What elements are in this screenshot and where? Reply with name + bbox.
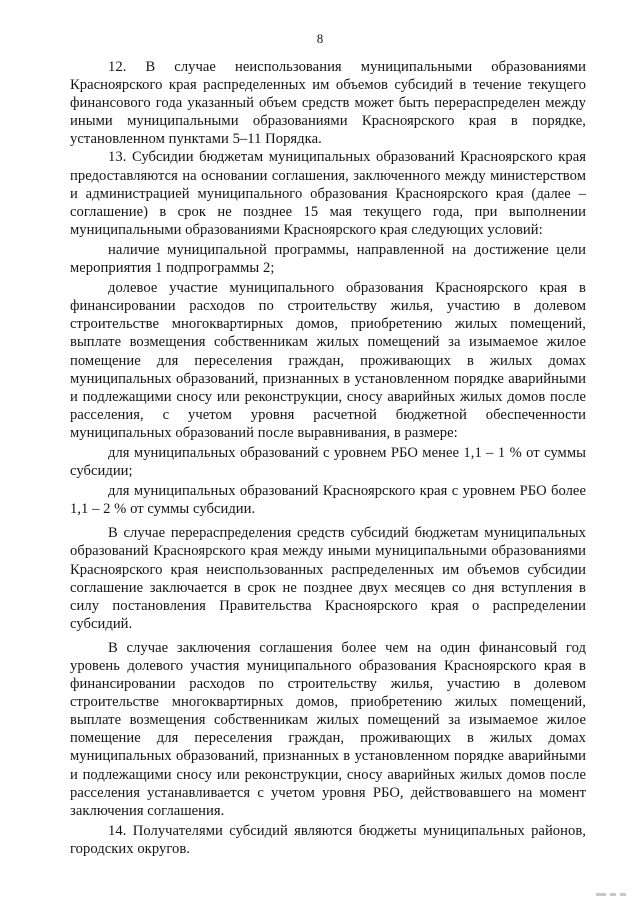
paragraph-rbo-above: для муниципальных образований Красноярского края с уровнем РБО более 1,1 – 2 % от суммы субсидии.: [70, 483, 586, 518]
paragraph-redistribution: В случае перераспределения средств субсидий бюджетам муниципальных образований Красноярского края между иными муниципальными образованиями Красноярского края неиспользованных распределенных им объемов субсидии соглашение заключается в срок не позднее двух месяцев со дня вступления в силу постановления Правительства Красноярского края о распределении субсидий.: [70, 525, 586, 632]
paragraph-multiyear-agreement: В случае заключения соглашения более чем на один финансовый год уровень долевого участия муниципального образования Красноярского края в финансировании расходов по строительству жилья, участию в долевом строительстве многоквартирных домов, приобретению жилых помещений, выплате возмещения собственникам жилых помещений за изымаемое жилое помещение для переселения граждан, проживающих в жилых домах муниципальных образований, признанных в установленном порядке аварийными и подлежащими сносу или реконструкции, сносу аварийных жилых домов после расселения устанавливается с учетом уровня РБО, действовавшего на момент заключения соглашения.: [70, 639, 586, 819]
paragraph-condition-cofinancing: долевое участие муниципального образования Красноярского края в финансировании расходов по строительству жилья, участию в долевом строительстве многоквартирных домов, приобретению жилых помещений, выплате возмещения собственникам жилых помещений за изымаемое жилое помещение для переселения граждан, проживающих в жилых домах муниципальных образований, признанных в установленном порядке аварийными и подлежащими сносу или реконструкции, сносу аварийных жилых домов после расселения, с учетом уровня расчетной бюджетной обеспеченности муниципальных образований после выравнивания, в размере:: [70, 280, 586, 441]
paragraph-item-14: 14. Получателями субсидий являются бюджеты муниципальных районов, городских округов.: [70, 822, 586, 857]
paragraph-condition-program: наличие муниципальной программы, направленной на достижение цели мероприятия 1 подпрограммы 2;: [70, 241, 586, 277]
paragraph-item-13: 13. Субсидии бюджетам муниципальных образований Красноярского края предоставляются на основании соглашения, заключенного между министерством и администрацией муниципального образования Красноярского края (далее – соглашение) в срок не позднее 15 мая текущего года, при выполнении муниципальными образованиями Красноярского края следующих условий:: [70, 149, 586, 238]
scan-artifact: [596, 893, 626, 897]
paragraph-rbo-below: для муниципальных образований с уровнем РБО менее 1,1 – 1 % от суммы субсидии;: [70, 444, 586, 480]
page-number: 8: [316, 31, 324, 46]
paragraph-item-12: 12. В случае неиспользования муниципальными образованиями Красноярского края распределенных им объемов субсидий в течение текущего финансового года указанный объем средств может быть перераспределен между иными муниципальными образованиями Красноярского края в порядке, установленном пунктами 5–11 Порядка.: [70, 59, 586, 148]
document-body: [70, 58, 586, 858]
